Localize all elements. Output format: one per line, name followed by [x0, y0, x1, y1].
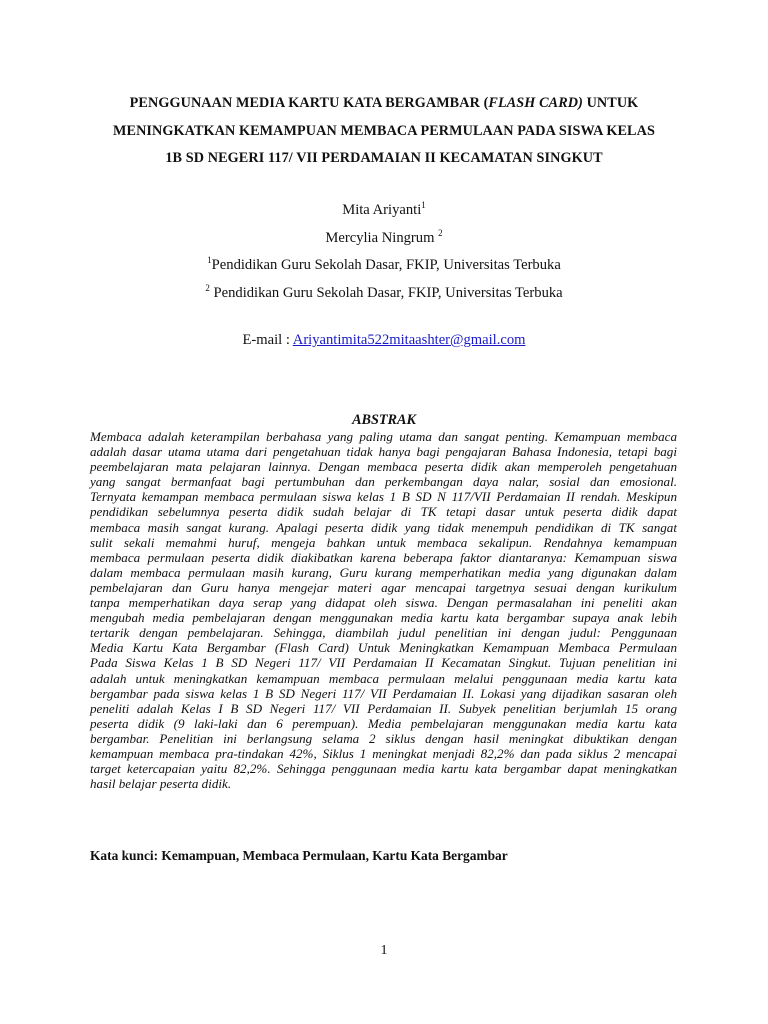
title-line-1 [60, 90, 708, 118]
abstract-line: sulit sekali memahmi huruf, mengeja bahkan untuk membaca sekalipun. Rendahnya kemampuan [90, 534, 677, 550]
abstract-line: peserta didik (9 laki-laki dan 6 perempuan). Media pembelajaran menggunakan media kartu kata [90, 715, 677, 731]
abstract-line: adalah untuk meningkatkan kemampuan membaca permulaan melalui penggunaan media kartu kata [90, 670, 677, 686]
affiliation-2-superscript: 2 [205, 282, 210, 293]
abstract-line: bergambar pada siswa kelas 1 B SD Negeri 117/ VII Perdamaian II. Lokasi yang dijadikan sasaran oleh [90, 685, 677, 701]
abstract-line: Ternyata kemampan membaca permulaan siswa kelas 1 B SD N 117/VII Perdamaian II rendah. Meskipun [90, 489, 677, 505]
title-line-1-italic: FLASH CARD) [488, 95, 583, 111]
abstract-line: dalam membaca permulaan masih kurang, Guru kurang memperhatikan media yang digunakan dalam [90, 564, 677, 580]
email-link[interactable]: Ariyantimita522mitaashter@gmail.com [292, 332, 526, 348]
abstract-line: bergambar. Penelitian ini berlangsung selama 2 siklus dengan hasil meningkat dibuktikan dengan [90, 730, 677, 746]
abstract-line: membaca masih sangat kurang. Apalagi peserta didik yang tidak menempuh pendidikan di TK sangat [90, 519, 677, 535]
abstract-line: tanpa memperhatikan daya serap yang didapat oleh siswa. Dengan permasalahan ini peneliti akan [90, 595, 677, 611]
abstract-line: Pada Siswa Kelas 1 B SD Negeri 117/ VII Perdamaian II Kecamatan Singkut. Tujuan penelitian ini [90, 655, 677, 671]
abstract-line: hasil belajar peserta didik. [90, 776, 232, 792]
abstract-line: Media Kartu Kata Bergambar (Flash Card) Untuk Meningkatkan Kemampuan Membaca Permulaan [90, 640, 677, 656]
page-number: 1 [380, 943, 388, 958]
abstract-line: kemampuan membaca pra-tindakan 42%, Siklus 1 meningkat menjadi 82,2% dan pada siklus 2 mencapai [90, 745, 677, 761]
abstract-line: tertarik dengan pembelajaran. Sehingga, diambilah judul penelitian ini dengan judul: Penggunaan [90, 625, 677, 641]
abstract-heading: ABSTRAK [352, 412, 416, 428]
affiliation-2-text: Pendidikan Guru Sekolah Dasar, FKIP, Universitas Terbuka [209, 284, 563, 301]
affiliation-2 [0, 280, 768, 308]
author-1 [0, 197, 768, 225]
keywords: Kata kunci: Kemampuan, Membaca Permulaan, Kartu Kata Bergambar [90, 848, 508, 863]
abstract-line: adalah dasar utama utama dari pengetahuan tidak hanya bagi pengajaran Bahasa Indonesia, tetapi bagi [90, 444, 677, 460]
title-line-2: MENINGKATKAN KEMAMPUAN MEMBACA PERMULAAN PADA SISWA KELAS [113, 122, 655, 139]
email-label: E-mail : [242, 332, 293, 348]
affiliation-1 [0, 252, 768, 280]
author-2-superscript: 2 [438, 227, 443, 238]
abstract-line: mengubah media pembelajaran dengan menggunakan media kartu kata bergambar supaya anak lebih [90, 610, 677, 626]
affiliation-1-superscript: 1 [207, 255, 212, 266]
abstract-line: yang sangat bermanfaat bagi pertumbuhan dan perkembangan daya nalar, sosial dan emosional. [90, 474, 677, 490]
author-2 [0, 225, 768, 253]
author-2-name: Mercylia Ningrum [325, 229, 439, 246]
author-1-name: Mita Ariyanti [342, 202, 422, 218]
abstract-line: membaca permulaan peserta didik diakibatkan karena beberapa faktor diantaranya: Kemampuan siswa [90, 549, 677, 565]
abstract-line: peneliti adalah Kelas I B SD Negeri 117/ VII Perdamaian II. Subyek penelitian berjumlah 15 orang [90, 700, 677, 716]
abstract-line: target ketercapaian yaitu 82,2%. Sehingga penggunaan media kartu kata bergambar dapat meningkatkan [90, 761, 677, 777]
paper-title [60, 90, 708, 173]
author-block [0, 197, 768, 307]
title-line-1-pre: PENGGUNAAN MEDIA KARTU KATA BERGAMBAR ( [129, 95, 489, 111]
abstract-line: pembelajaran dan Guru hanya mengejar materi agar mencapai targetnya sesuai dengan kurikulum [90, 579, 677, 595]
abstract-line: pendidikan sebelumnya peserta didik sudah belajar di TK tetapi dasar untuk peserta didik dapat [90, 504, 677, 520]
abstract-line: peembelajaran mata pelajaran lainnya. Dengan membaca peserta didik akan memperoleh pengetahuan [90, 459, 677, 475]
title-line-3: 1B SD NEGERI 117/ VII PERDAMAIAN II KECAMATAN SINGKUT [165, 150, 603, 166]
abstract-line: Membaca adalah keterampilan berbahasa yang paling utama dan sangat penting. Kemampuan membaca [90, 429, 677, 444]
abstract-body [90, 429, 677, 791]
affiliation-1-text: Pendidikan Guru Sekolah Dasar, FKIP, Universitas Terbuka [211, 257, 561, 273]
author-1-superscript: 1 [421, 200, 426, 211]
title-line-1-post: UNTUK [582, 95, 639, 111]
email-line [0, 329, 768, 351]
